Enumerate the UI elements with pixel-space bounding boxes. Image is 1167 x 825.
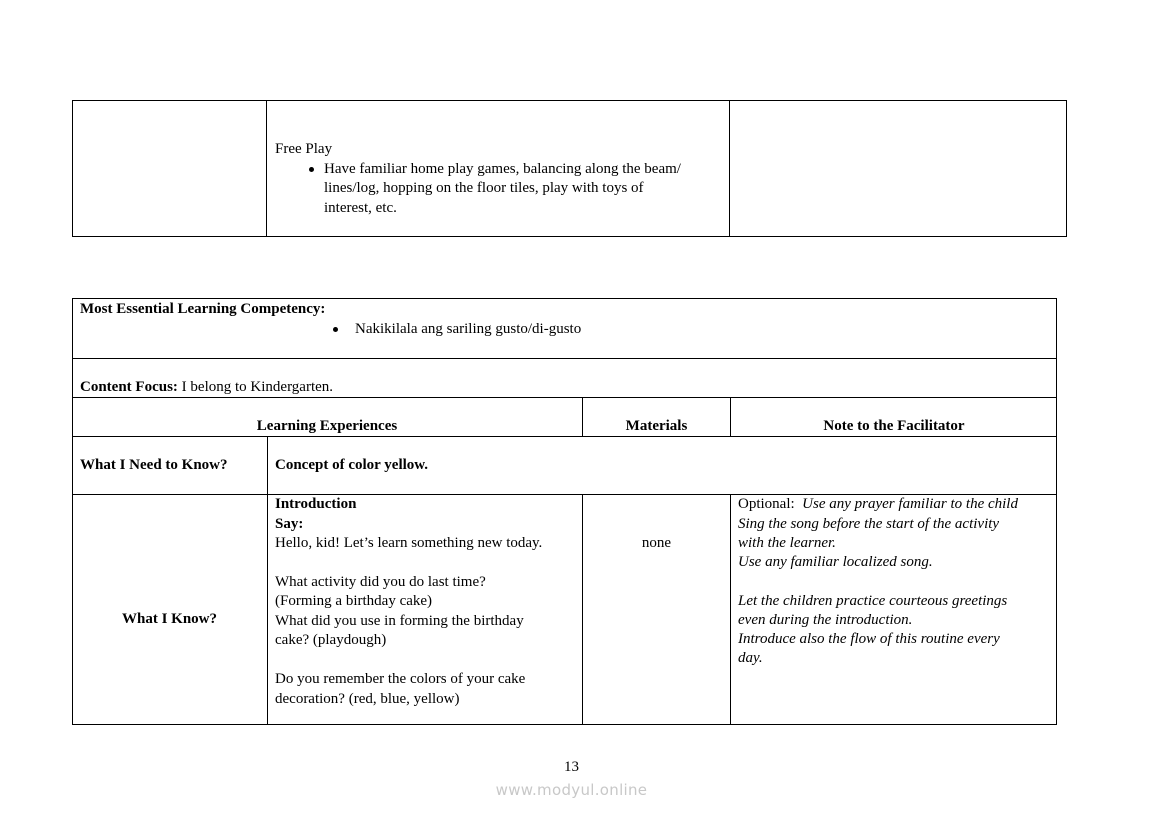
content-focus-label: Content Focus:: [80, 379, 178, 395]
content-focus: [80, 378, 333, 397]
content-focus-value: I belong to Kindergarten.: [177, 379, 334, 395]
melc-label: Most Essential Learning Competency:: [80, 301, 326, 317]
col-divider: [730, 494, 731, 725]
free-play-title: Free Play: [275, 141, 333, 157]
say-label: Say:: [275, 516, 304, 532]
note-line: with the learner.: [738, 535, 836, 551]
page-number: 13: [564, 759, 579, 775]
note-line-optional: [738, 495, 1018, 514]
col-divider: [267, 436, 268, 725]
free-play-line-2: lines/log, hopping on the floor tiles, play with toys of: [324, 180, 644, 196]
header-note-to-facilitator: Note to the Facilitator: [823, 418, 965, 434]
note-line: day.: [738, 650, 763, 666]
intro-line: What activity did you do last time?: [275, 574, 486, 590]
note-line: Introduce also the flow of this routine every: [738, 631, 1000, 647]
top-table-divider-2: [729, 100, 730, 237]
bullet-icon: [333, 327, 338, 332]
free-play-line-3: interest, etc.: [324, 200, 397, 216]
top-table-divider-1: [266, 100, 267, 237]
row-divider: [72, 436, 1057, 437]
header-learning-experiences: Learning Experiences: [256, 418, 398, 434]
note-line: Use any familiar localized song.: [738, 554, 933, 570]
row-divider: [72, 358, 1057, 359]
intro-line: Do you remember the colors of your cake: [275, 671, 526, 687]
note-line: Let the children practice courteous greetings: [738, 593, 1008, 609]
free-play-line-1: Have familiar home play games, balancing along the beam/: [324, 161, 681, 177]
col-divider: [582, 494, 583, 725]
intro-line: decoration? (red, blue, yellow): [275, 691, 460, 707]
what-i-know-label: What I Know?: [121, 611, 218, 627]
intro-line: What did you use in forming the birthday: [275, 613, 524, 629]
intro-line: cake? (playdough): [275, 632, 387, 648]
need-to-know-value: Concept of color yellow.: [275, 457, 429, 473]
bullet-icon: [309, 167, 314, 172]
materials-value: none: [641, 535, 672, 551]
watermark: www.modyul.online: [495, 781, 648, 799]
header-materials: Materials: [625, 418, 688, 434]
intro-line: Hello, kid! Let’s learn something new today.: [275, 535, 543, 551]
note-line: Use any prayer familiar to the child: [802, 496, 1018, 512]
intro-line: (Forming a birthday cake): [275, 593, 433, 609]
intro-title: Introduction: [275, 496, 357, 512]
note-line: Sing the song before the start of the activity: [738, 516, 1000, 532]
note-optional-label: Optional:: [738, 496, 795, 512]
row-divider: [72, 397, 1057, 398]
need-to-know-label: What I Need to Know?: [80, 457, 228, 473]
note-line: even during the introduction.: [738, 612, 913, 628]
melc-item: Nakikilala ang sariling gusto/di-gusto: [355, 321, 582, 337]
